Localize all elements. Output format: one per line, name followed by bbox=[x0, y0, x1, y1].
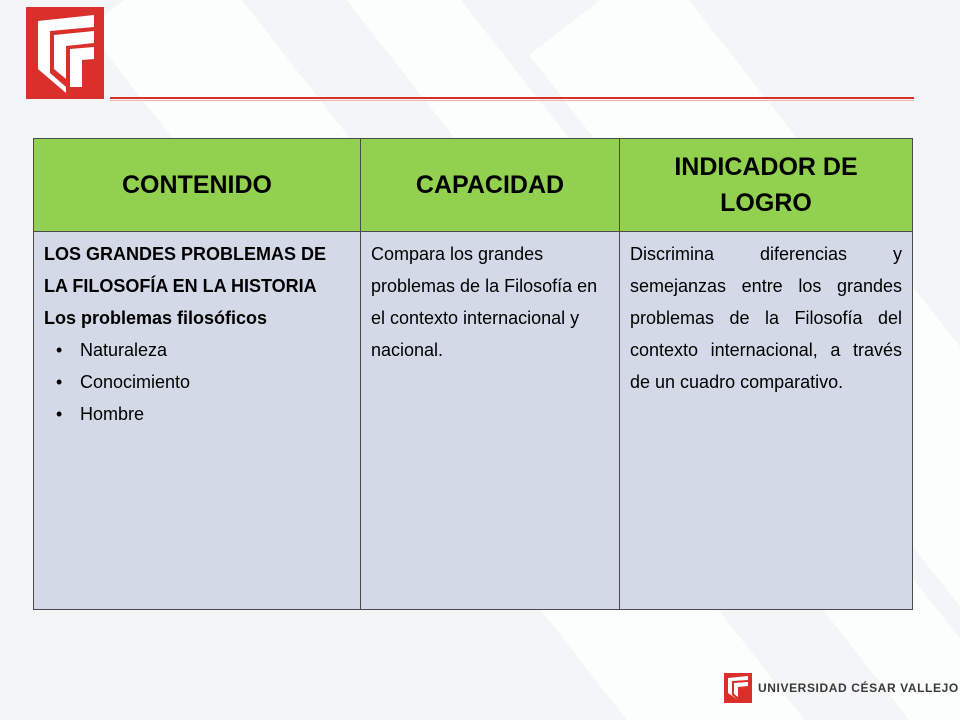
cell-contenido bbox=[34, 232, 361, 610]
header-rule-shadow bbox=[110, 100, 914, 101]
header-indicador: INDICADOR DE LOGRO bbox=[620, 139, 913, 232]
list-item: • Naturaleza bbox=[56, 334, 350, 366]
table-row bbox=[34, 232, 913, 610]
list-item: • Conocimiento bbox=[56, 366, 350, 398]
university-name: UNIVERSIDAD CÉSAR VALLEJO bbox=[758, 681, 959, 695]
header-capacidad: CAPACIDAD bbox=[361, 139, 620, 232]
header-rule bbox=[110, 97, 914, 99]
capacidad-text: Compara los grandes problemas de la Filosofía en el contexto internacional y nacional. bbox=[371, 244, 598, 360]
contenido-subtitle: Los problemas filosóficos bbox=[44, 308, 268, 328]
cell-capacidad bbox=[361, 232, 620, 610]
list-item: • Hombre bbox=[56, 398, 350, 430]
topics-list bbox=[44, 334, 350, 430]
footer-brand bbox=[724, 673, 959, 703]
header-contenido: CONTENIDO bbox=[34, 139, 361, 232]
cell-indicador bbox=[620, 232, 913, 610]
ucv-shield-icon bbox=[724, 673, 752, 703]
ucv-logo-icon bbox=[26, 7, 104, 99]
comparison-table bbox=[33, 138, 913, 610]
indicador-text: Discrimina diferencias y semejanzas entre los grandes problemas de la Filosofía del contexto internacional, a través de un cuadro comparativo. bbox=[630, 244, 902, 392]
table-header-row bbox=[34, 139, 913, 232]
contenido-title: LOS GRANDES PROBLEMAS DE LA FILOSOFÍA EN LA HISTORIA bbox=[44, 244, 327, 296]
